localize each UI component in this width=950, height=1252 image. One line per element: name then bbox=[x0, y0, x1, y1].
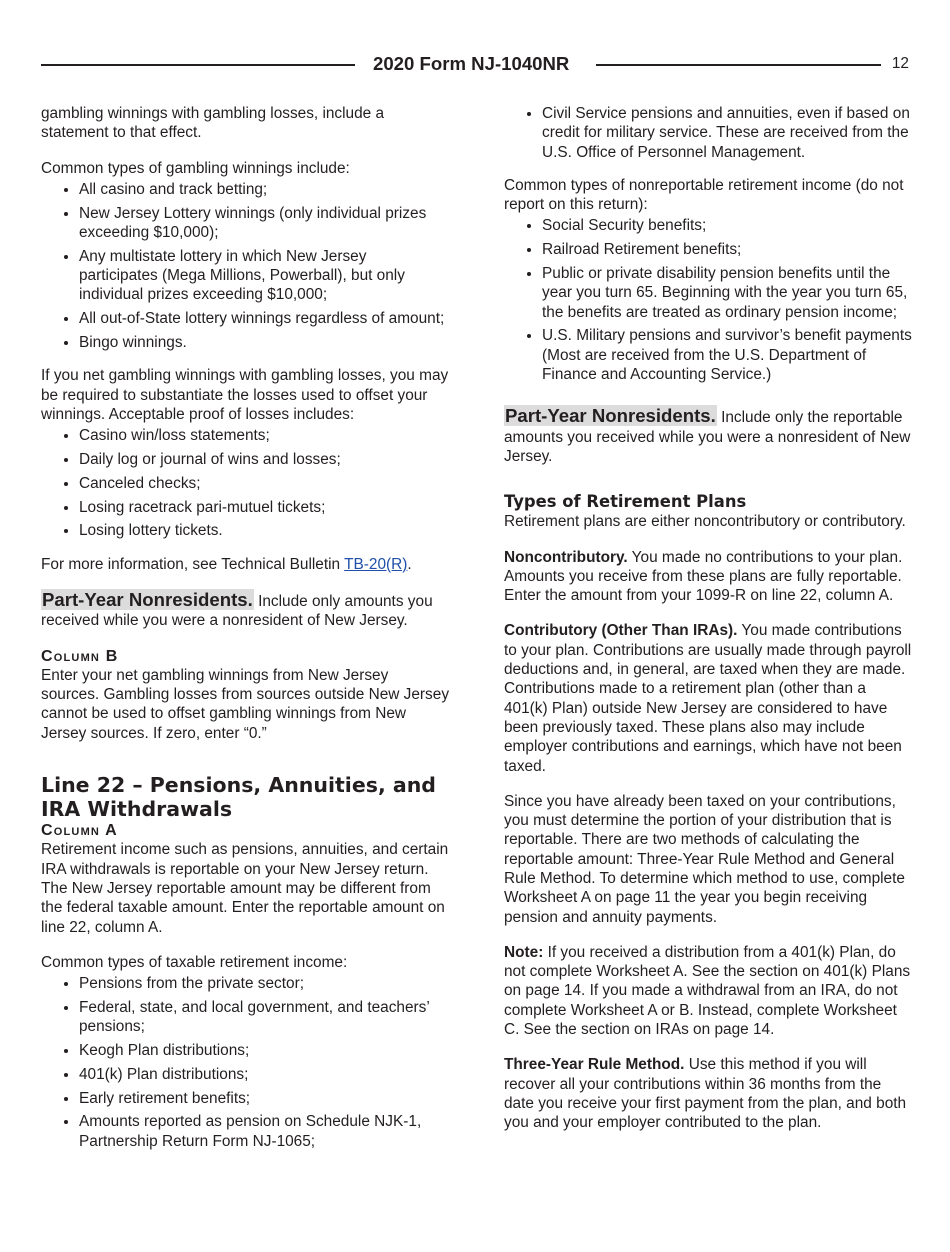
contributory-text: You made contributions to your plan. Contributions are usually made through payroll deductions and, in general, are taxed when they are made. Contributions made to a retirement plan (other than a 401(k) Plan) outside New Jersey are considered to have been previously taxed. These plans also may include employer contributions and earnings, which have not been taxed. bbox=[504, 622, 912, 775]
list-item: • Casino win/loss statements; bbox=[79, 426, 449, 445]
column-a-paragraph: Retirement income such as pensions, annuities, and certain IRA withdrawals is reportable on your New Jersey return. The New Jersey reportable amount may be different from the federal taxable amount. Enter the reportable amount on line 22, column A. bbox=[41, 841, 449, 936]
note-label: Note: bbox=[504, 943, 544, 961]
part-year-label: Part-Year Nonresidents. bbox=[505, 405, 716, 427]
more-info-text: For more information, see Technical Bulletin bbox=[41, 555, 345, 573]
list-item: • Bingo winnings. bbox=[79, 333, 449, 352]
gambling-intro-paragraph: gambling winnings with gambling losses, include a statement to that effect. bbox=[41, 105, 385, 142]
header-rule-left bbox=[41, 64, 355, 66]
nonreportable-intro: Common types of nonreportable retirement income (do not report on this return): bbox=[504, 176, 904, 214]
page-number: 12 bbox=[891, 55, 909, 72]
contributory-paragraph bbox=[504, 621, 912, 775]
column-b-paragraph: Enter your net gambling winnings from New Jersey sources. Gambling losses from sources outside New Jersey cannot be used to offset gambling winnings from New Jersey sources. If zero, enter “0.” bbox=[41, 666, 450, 742]
part-year-paragraph bbox=[504, 406, 912, 466]
more-info-end: . bbox=[407, 555, 412, 573]
list-item: • Losing racetrack pari-mutuel tickets; bbox=[79, 498, 449, 517]
list-item: • New Jersey Lottery winnings (only individual prizes exceeding $10,000); bbox=[79, 204, 449, 243]
contributory-label: Contributory (Other Than IRAs). bbox=[504, 622, 738, 640]
three-year-rule-label: Three-Year Rule Method. bbox=[504, 1056, 685, 1074]
note-text: If you received a distribution from a 401(k) Plan, do not complete Worksheet A. See the section on 401(k) Plans on page 14. If you made a withdrawal from an IRA, do not complete Worksheet A or B. Instead, complete Worksheet C. See the section on IRAs on page 14. bbox=[504, 943, 911, 1039]
line-22-heading: Line 22 – Pensions, Annuities, and IRA Withdrawals bbox=[41, 773, 436, 822]
proof-of-losses-list bbox=[41, 426, 449, 540]
three-year-rule-text: Use this method if you will recover all your contributions within 36 months from the date you receive your first payment from the plan, and both you and your employer contributed to the plan. bbox=[504, 1056, 907, 1132]
part-year-text: Include only the reportable amounts you received while you were a nonresident of New Jersey. bbox=[504, 409, 911, 465]
taxable-intro: Common types of taxable retirement income: bbox=[41, 953, 348, 971]
noncontributory-paragraph bbox=[504, 548, 912, 606]
list-item: • Losing lottery tickets. bbox=[79, 521, 449, 540]
types-of-plans-paragraph: Retirement plans are either noncontributory or contributory. bbox=[504, 513, 906, 531]
civil-service-list bbox=[504, 104, 912, 162]
more-info-paragraph bbox=[41, 555, 449, 574]
part-year-paragraph bbox=[41, 590, 449, 631]
list-item: • Federal, state, and local government, and teachers’ pensions; bbox=[79, 998, 449, 1037]
list-item: • Keogh Plan distributions; bbox=[79, 1041, 449, 1060]
list-item: • Social Security benefits; bbox=[542, 216, 912, 235]
losses-paragraph: If you net gambling winnings with gambling losses, you may be required to substantiate the losses used to offset your winnings. Acceptable proof of losses includes: bbox=[41, 367, 449, 423]
types-of-plans-heading: Types of Retirement Plans bbox=[504, 492, 747, 512]
list-item: • Canceled checks; bbox=[79, 474, 449, 493]
taxable-retirement-list bbox=[41, 974, 449, 1151]
list-item: • Railroad Retirement benefits; bbox=[542, 240, 912, 259]
three-year-rule-paragraph bbox=[504, 1055, 912, 1132]
nonreportable-list bbox=[504, 216, 912, 384]
right-column bbox=[504, 104, 912, 1133]
list-item: • 401(k) Plan distributions; bbox=[79, 1065, 449, 1084]
gambling-types-intro: Common types of gambling winnings include: bbox=[41, 159, 350, 177]
list-item: • Early retirement benefits; bbox=[79, 1089, 449, 1108]
part-year-label: Part-Year Nonresidents. bbox=[42, 588, 253, 610]
note-paragraph bbox=[504, 943, 912, 1039]
column-a-heading: Column A bbox=[41, 822, 118, 840]
header-rule-right bbox=[596, 64, 881, 66]
list-item: • All casino and track betting; bbox=[79, 180, 449, 199]
noncontributory-text: You made no contributions to your plan. Amounts you receive from these plans are fully reportable. Enter the amount from your 1099-R on line 22, column A. bbox=[504, 548, 903, 605]
list-item: • Civil Service pensions and annuities, even if based on credit for military service. These are received from the U.S. Office of Personnel Management. bbox=[542, 104, 912, 162]
tb-20r-link[interactable]: TB-20(R) bbox=[344, 555, 408, 573]
form-title: 2020 Form NJ-1040NR bbox=[373, 53, 570, 74]
list-item: • U.S. Military pensions and survivor’s benefit payments (Most are received from the U.S. Department of Finance and Accounting Service.) bbox=[542, 326, 912, 384]
since-taxed-paragraph: Since you have already been taxed on your contributions, you must determine the portion of your distribution that is reportable. There are two methods of calculating the reportable amount: Three-Year Rule Method and General Rule Method. To determine which method to use, complete Worksheet A on page 11 the year you begin receiving pension and annuity payments. bbox=[504, 792, 905, 926]
list-item: • All out-of-State lottery winnings regardless of amount; bbox=[79, 309, 449, 328]
list-item: • Amounts reported as pension on Schedule NJK-1, Partnership Return Form NJ-1065; bbox=[79, 1112, 449, 1151]
part-year-text: Include only amounts you received while you were a nonresident of New Jersey. bbox=[41, 592, 433, 630]
column-b-heading: Column B bbox=[41, 647, 119, 665]
list-item: • Any multistate lottery in which New Jersey participates (Mega Millions, Powerball), but only individual prizes exceeding $10,000; bbox=[79, 247, 449, 305]
list-item: • Public or private disability pension benefits until the year you turn 65. Beginning with the year you turn 65, the benefits are treated as ordinary pension income; bbox=[542, 264, 912, 322]
gambling-types-list bbox=[41, 180, 449, 352]
left-column bbox=[41, 104, 449, 1165]
list-item: • Pensions from the private sector; bbox=[79, 974, 449, 993]
page-header bbox=[41, 54, 909, 76]
noncontributory-label: Noncontributory. bbox=[504, 548, 628, 566]
list-item: • Daily log or journal of wins and losses; bbox=[79, 450, 449, 469]
